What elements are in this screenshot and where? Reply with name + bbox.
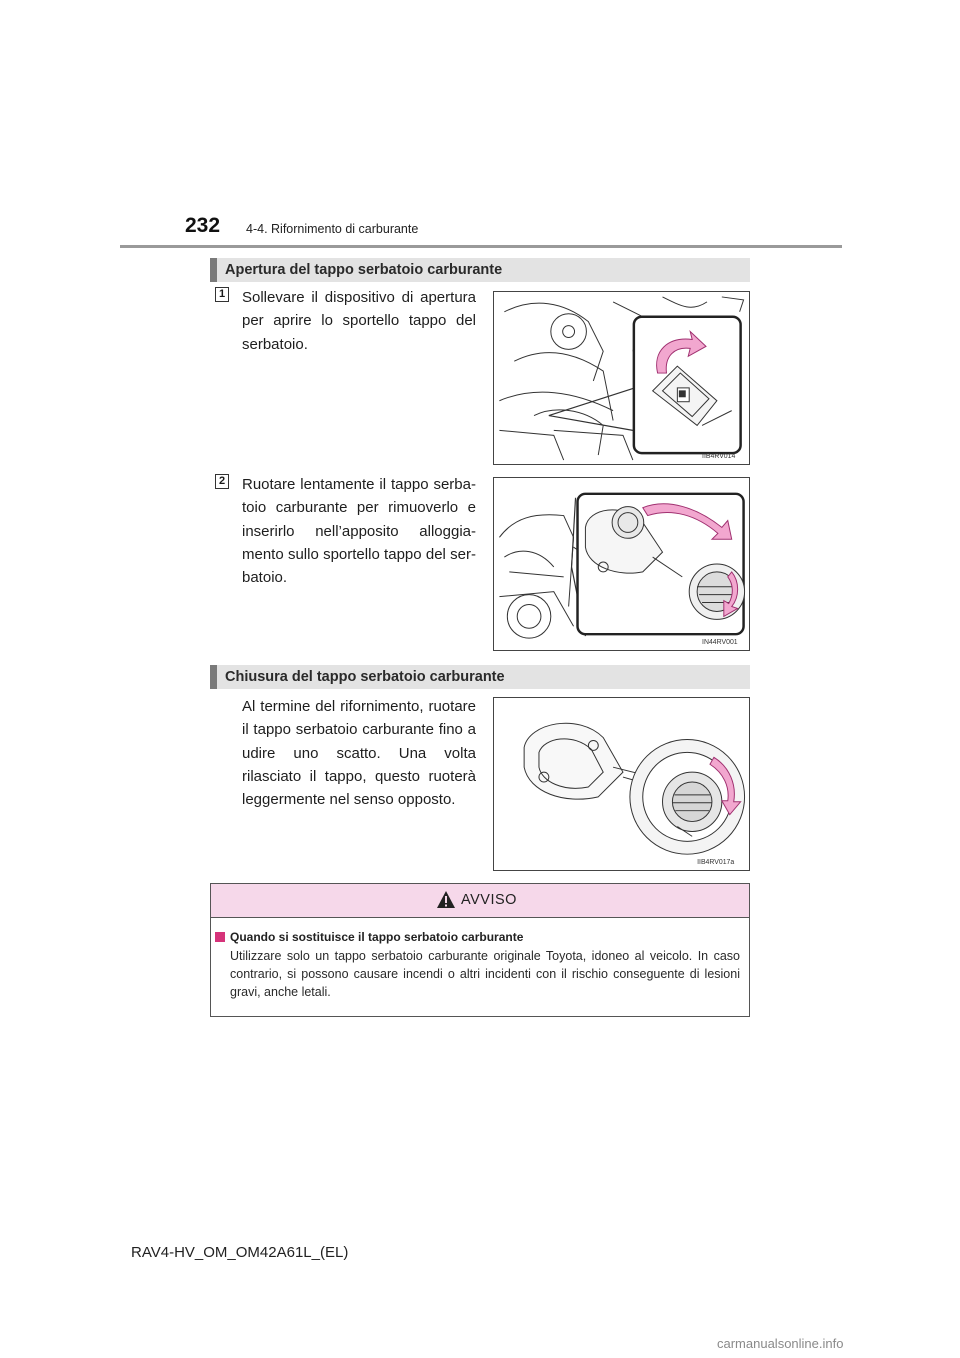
closing-heading: Chiusura del tappo serbatoio carburante: [210, 665, 750, 689]
warning-box: [210, 883, 750, 1017]
warning-item-title: [215, 930, 523, 944]
warning-header: [211, 884, 749, 918]
step-2-number: 2: [215, 474, 229, 489]
square-bullet-icon: [215, 932, 225, 942]
warning-text: Utilizzare solo un tappo serbatoio carburante originale Toyota, idoneo al veicolo. In caso contrario, si possono causare incendi o altri incidenti con il rischio conseguente di lesioni gravi, anche letali.: [230, 949, 740, 999]
figure-2-code: IN44RV001: [702, 639, 738, 647]
warning-triangle-icon: [436, 890, 456, 909]
step-1-text: Sollevare il dispositivo di apertura per aprire lo sportello tappo del serbatoio.: [242, 289, 476, 353]
watermark: carmanualsonline.info: [717, 1336, 844, 1351]
section-title: 4-4. Rifornimento di carburante: [246, 222, 419, 236]
fuel-door-opener-illustration: [494, 292, 749, 464]
figure-fuel-cap-closing: [493, 697, 750, 871]
figure-fuel-door-opener: [493, 291, 750, 465]
figure-3-code: IIB4RV017a: [697, 859, 735, 867]
opening-heading: Apertura del tappo serbatoio carburante: [210, 258, 750, 282]
manual-code: RAV4-HV_OM_OM42A61L_(EL): [131, 1244, 349, 1261]
closing-text: Al termine del rifornimento, ruotare il tappo serbatoio carburante fino a udire uno scatto. Una volta rilasciato il tappo, questo ruoterà leggermente nel senso opposto.: [242, 698, 476, 809]
step-1-number: 1: [215, 287, 229, 302]
fuel-cap-closing-illustration: [494, 698, 749, 870]
warning-label: AVVISO: [461, 892, 517, 908]
figure-fuel-cap-removal: [493, 477, 750, 651]
header-rule: [120, 245, 842, 248]
step-2-text: Ruotare lentamente il tappo serba-toio carburante per rimuoverlo e inserirlo nell’apposito alloggia-mento sullo sportello tappo del ser-batoio.: [242, 476, 476, 587]
warning-item-title-text: Quando si sostituisce il tappo serbatoio carburante: [230, 930, 524, 944]
page-number: 232: [185, 214, 221, 237]
fuel-cap-removal-illustration: [494, 478, 749, 650]
figure-1-code: IIB4RV014: [702, 453, 736, 461]
